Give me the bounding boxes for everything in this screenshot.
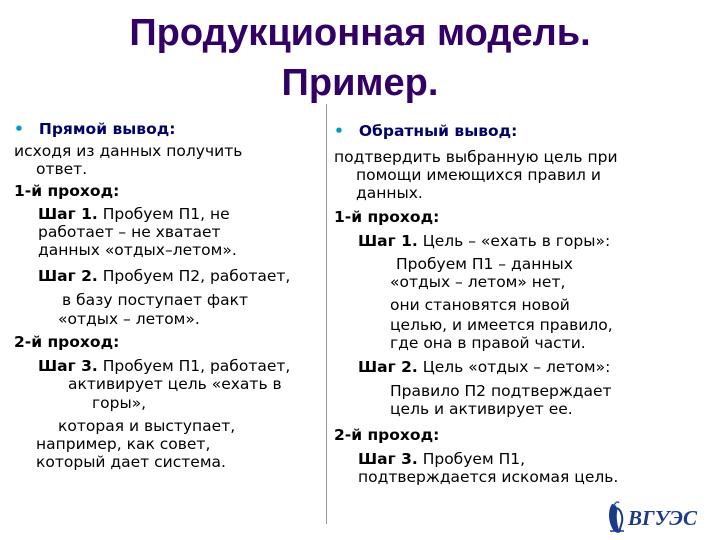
- text-line: «отдых – летом».: [58, 310, 200, 328]
- text-line: Пробуем П1 – данных: [396, 255, 573, 273]
- text-line: «отдых – летом» нет,: [390, 273, 566, 291]
- text-line: где она в правой части.: [390, 334, 586, 352]
- right-heading-row: [334, 122, 517, 141]
- step-label: Шаг 1.: [38, 205, 98, 223]
- step-text: Пробуем П1, не: [97, 205, 230, 223]
- text-line: данных «отдых–летом».: [38, 241, 237, 259]
- left-heading: Прямой вывод:: [38, 120, 176, 138]
- pass-heading: 1-й проход:: [14, 182, 120, 200]
- bullet-icon: •: [14, 120, 24, 138]
- title-line-1: Продукционная модель.: [129, 12, 591, 54]
- text-line: целью, и имеется правило,: [390, 316, 613, 334]
- text-line: в базу поступает факт: [62, 291, 249, 309]
- step-text: Пробуем П2, работает,: [97, 267, 291, 285]
- step-text: Пробуем П1, работает,: [97, 357, 291, 375]
- step-line: [358, 450, 525, 469]
- step-line: [38, 357, 290, 376]
- text-line: подтверждается искомая цель.: [358, 468, 619, 486]
- text-line: активирует цель «ехать в: [68, 375, 282, 393]
- pass-heading: 2-й проход:: [14, 333, 120, 351]
- step-line: [38, 267, 290, 286]
- step-label: Шаг 2.: [38, 267, 98, 285]
- step-line: [38, 205, 230, 224]
- text-line: например, как совет,: [36, 435, 211, 453]
- pass-heading: 1-й проход:: [334, 208, 440, 226]
- university-logo: [604, 498, 700, 536]
- text-line: они становятся новой: [390, 296, 570, 314]
- column-divider: [326, 104, 327, 524]
- text-line: ответ.: [36, 160, 88, 178]
- step-line: [358, 232, 610, 251]
- text-line: данных.: [356, 184, 423, 202]
- text-line: горы»,: [92, 394, 147, 412]
- bullet-icon: •: [334, 122, 344, 140]
- step-label: Шаг 3.: [38, 357, 98, 375]
- text-line: работает – не хватает: [38, 223, 221, 241]
- pass-heading: 2-й проход:: [334, 426, 440, 444]
- right-heading: Обратный вывод:: [358, 122, 518, 140]
- step-text: Цель «отдых – летом»:: [417, 358, 611, 376]
- text-line: исходя из данных получить: [14, 142, 243, 160]
- step-text: Пробуем П1,: [417, 450, 526, 468]
- text-line: подтвердить выбранную цель при: [334, 148, 618, 166]
- text-line: помощи имеющихся правил и: [356, 166, 601, 184]
- title-line-2: Пример.: [281, 62, 439, 104]
- text-line: который дает система.: [36, 453, 226, 471]
- step-line: [358, 358, 610, 377]
- text-line: Правило П2 подтверждает: [390, 382, 612, 400]
- logo-text: ВГУЭС: [628, 506, 697, 530]
- step-label: Шаг 3.: [358, 450, 418, 468]
- text-line: цель и активирует ее.: [390, 400, 573, 418]
- step-text: Цель – «ехать в горы»:: [417, 232, 611, 250]
- slide-title: [0, 8, 720, 108]
- step-label: Шаг 2.: [358, 358, 418, 376]
- step-label: Шаг 1.: [358, 232, 418, 250]
- logo-emblem-icon: [604, 498, 700, 536]
- text-line: которая и выступает,: [58, 417, 236, 435]
- left-heading-row: [14, 120, 175, 139]
